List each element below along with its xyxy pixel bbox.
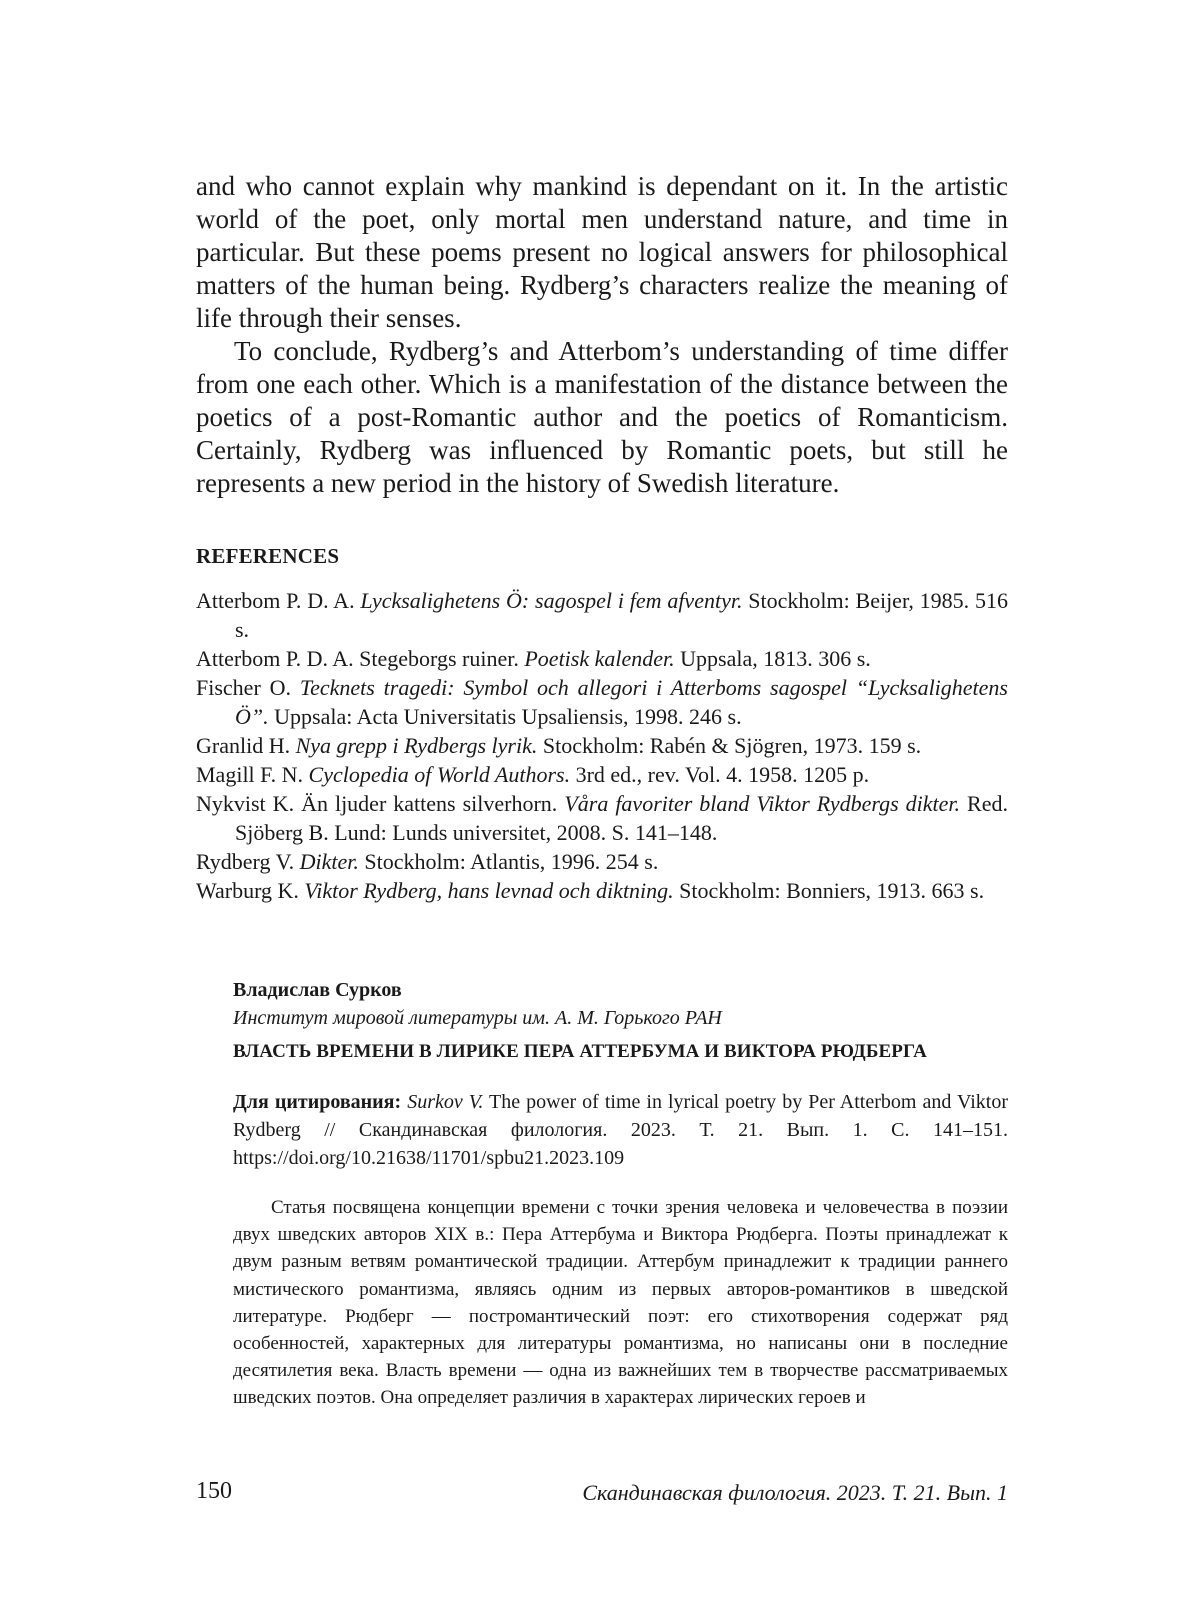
author-name: Владислав Сурков: [233, 979, 402, 1001]
reference-item: Granlid H. Nya grepp i Rydbergs lyrik. Stockholm: Rabén & Sjögren, 1973. 159 s.: [196, 733, 922, 758]
citation-text: The power of time in lyrical poetry by Per Atterbom and Viktor Rydberg // Скандинавская филология. 2023. Т. 21. Вып. 1. С. 141–151. https://doi.org/10.21638/11701/spbu21.2023.109: [233, 1091, 1008, 1169]
references-list: [196, 586, 1008, 905]
page-number: 150: [196, 1478, 232, 1504]
reference-item: Atterbom P. D. A. Stegeborgs ruiner. Poetisk kalender. Uppsala, 1813. 306 s.: [196, 646, 871, 671]
citation-label: Для цитирования:: [233, 1091, 402, 1113]
running-title: Скандинавская филология. 2023. Т. 21. Вып. 1: [582, 1480, 1008, 1505]
russian-abstract-block: [233, 976, 1008, 1412]
reference-item: Atterbom P. D. A. Lycksalighetens Ö: sagospel i fem afventyr. Stockholm: Beijer, 1985. 516 s.: [196, 588, 1008, 642]
article-title: ВЛАСТЬ ВРЕМЕНИ В ЛИРИКЕ ПЕРА АТТЕРБУМА И ВИКТОРА РЮДБЕРГА: [233, 1041, 927, 1062]
citation: [233, 1088, 1008, 1172]
references-heading: REFERENCES: [196, 544, 340, 568]
body-paragraph: and who cannot explain why mankind is dependant on it. In the artistic world of the poet, only mortal men understand nature, and time in particular. But these poems present no logical answers for philosophical matters of the human being. Rydberg’s characters realize the meaning of life through their senses.: [196, 171, 1008, 333]
body-text: [196, 170, 1008, 500]
reference-item: Nykvist K. Än ljuder kattens silverhorn. Våra favoriter bland Viktor Rydbergs dikter. Red. Sjöberg B. Lund: Lunds universitet, 2008. S. 141–148.: [196, 791, 1008, 845]
abstract-text: Статья посвящена концепции времени с точки зрения человека и человечества в поэзии двух шведских авторов XIX в.: Пера Аттербума и Виктора Рюдберга. Поэты принадлежат к двум разным ветвям романтической традиции. Аттербум принадлежит к традиции раннего мистического романтизма, являясь одним из первых авторов-романтиков в шведской литературе. Рюдберг — постромантический поэт: его стихотворения содержат ряд особенностей, характерных для литературы романтизма, но написаны они в последние десятилетия века. Власть времени — одна из важнейших тем в творчестве рассматриваемых шведских поэтов. Она определяет различия в характерах лирических героев и: [233, 1197, 1008, 1409]
body-paragraph: To conclude, Rydberg’s and Atterbom’s understanding of time differ from one each other. Which is a manifestation of the distance between the poetics of a post-Romantic author and the poetics of Romanticism. Certainly, Rydberg was influenced by Romantic poets, but still he represents a new period in the history of Swedish literature.: [196, 336, 1008, 498]
reference-item: Magill F. N. Cyclopedia of World Authors. 3rd ed., rev. Vol. 4. 1958. 1205 p.: [196, 762, 870, 787]
reference-item: Fischer O. Tecknets tragedi: Symbol och allegori i Atterboms sagospel “Lycksalighetens Ö”. Uppsala: Acta Universitatis Upsaliensis, 1998. 246 s.: [196, 675, 1008, 729]
reference-item: Warburg K. Viktor Rydberg, hans levnad och diktning. Stockholm: Bonniers, 1913. 663 s.: [196, 878, 985, 903]
reference-item: Rydberg V. Dikter. Stockholm: Atlantis, 1996. 254 s.: [196, 849, 659, 874]
citation-author: Surkov V.: [407, 1091, 484, 1113]
author-affiliation: Институт мировой литературы им. А. М. Горького РАН: [233, 1007, 722, 1029]
